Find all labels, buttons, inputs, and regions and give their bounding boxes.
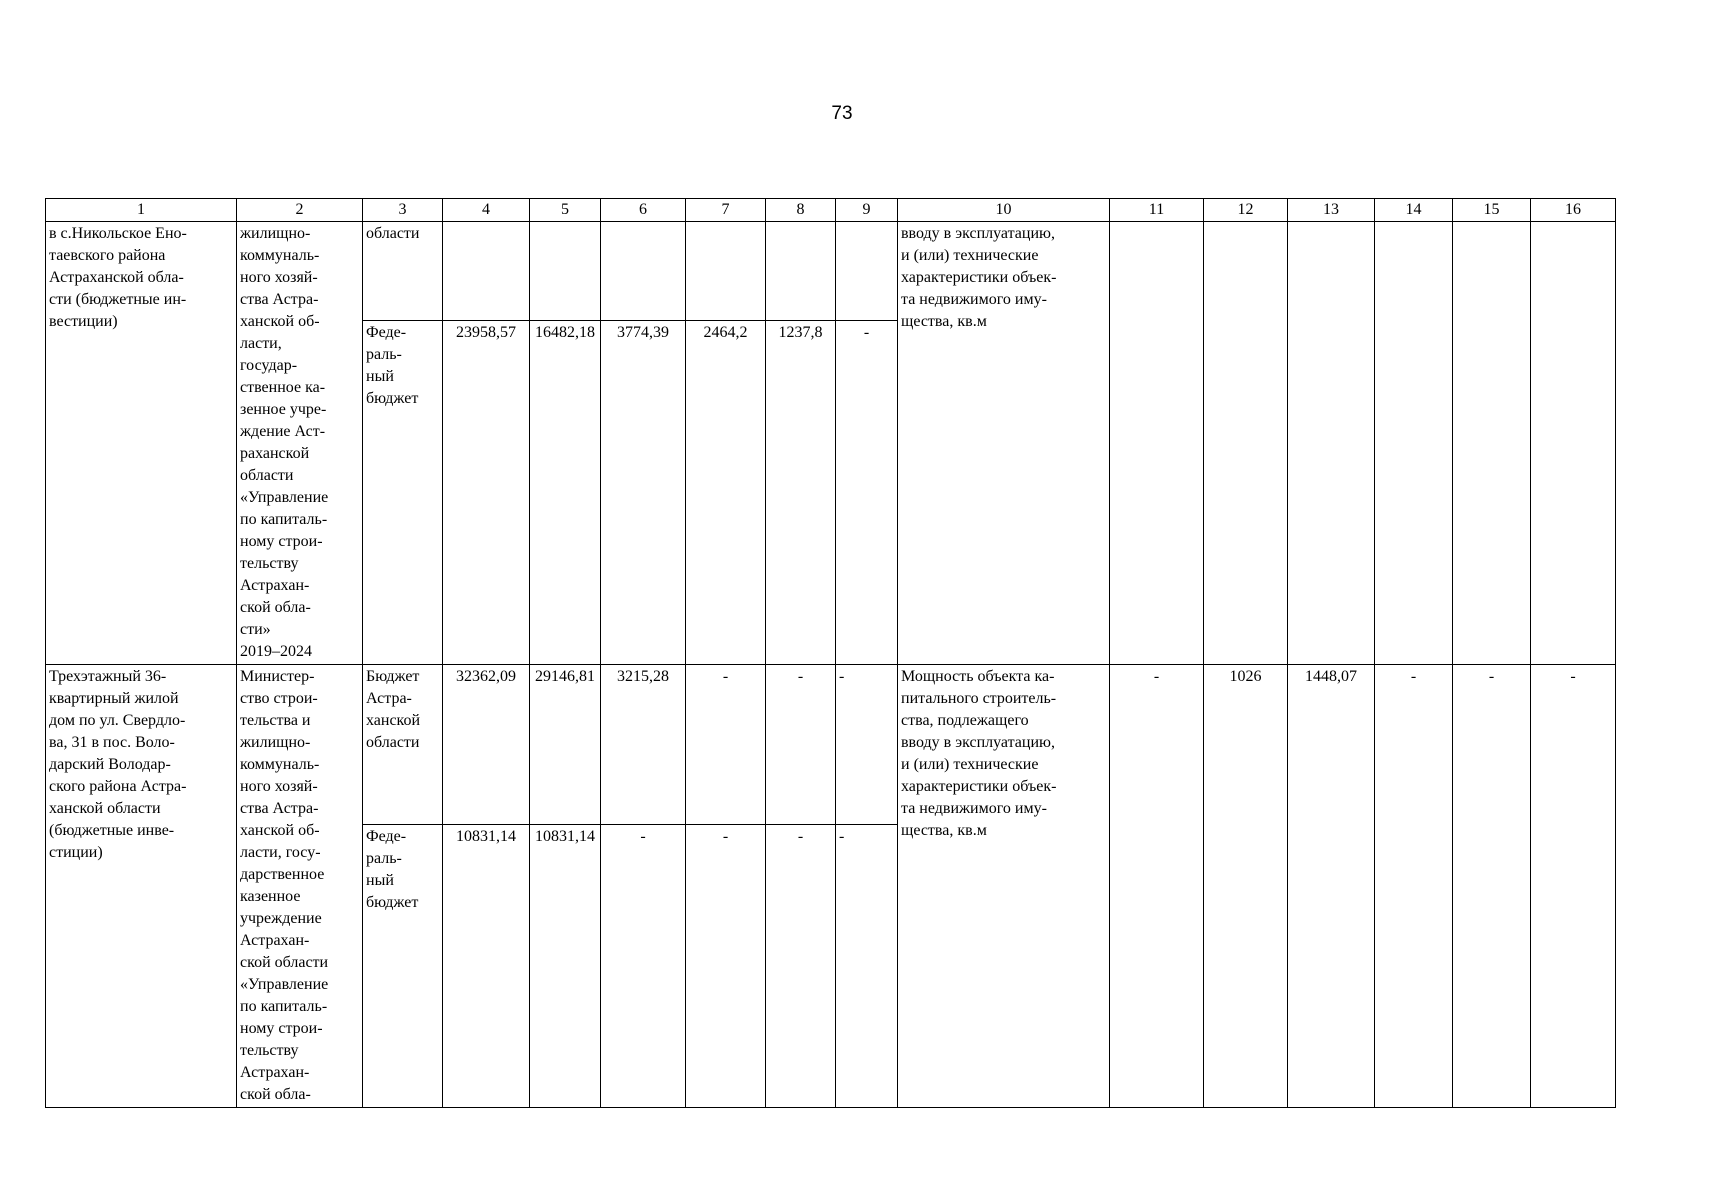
capacity-description-cell: вводу в эксплуатацию, и (или) технические характеристики объек- та недвижимого иму- щества, кв.м xyxy=(898,222,1110,665)
value-cell: - xyxy=(1531,665,1616,1108)
value-cell: - xyxy=(1453,665,1531,1108)
column-number-header: 10 xyxy=(898,199,1110,222)
value-cell: - xyxy=(1375,665,1453,1108)
value-cell: - xyxy=(1110,665,1204,1108)
value-cell xyxy=(530,222,601,321)
column-number-header: 9 xyxy=(836,199,898,222)
value-cell: - xyxy=(766,825,836,1108)
investment-table xyxy=(45,198,1616,1108)
value-cell: - xyxy=(686,825,766,1108)
value-cell: 10831,14 xyxy=(443,825,530,1108)
column-number-header: 14 xyxy=(1375,199,1453,222)
responsible-cell: Министер- ство строи- тельства и жилищно- коммуналь- ного хозяй- ства Астра- ханской об- ласти, госу- дарственное казенное учреждение Астрахан- ской области «Управление по капиталь- ному строи- тельству Астрахан- ской обла- xyxy=(237,665,363,1108)
column-number-header: 15 xyxy=(1453,199,1531,222)
value-cell: - xyxy=(836,665,898,825)
column-number-header: 8 xyxy=(766,199,836,222)
capacity-description-cell: Мощность объекта ка- питального строитель- ства, подлежащего вводу в эксплуатацию, и (или) технические характеристики объек- та недвижимого иму- щества, кв.м xyxy=(898,665,1110,1108)
value-cell xyxy=(766,222,836,321)
value-cell: 1026 xyxy=(1204,665,1288,1108)
funding-source-cell: Бюджет Астра- ханской области xyxy=(363,665,443,825)
value-cell: - xyxy=(766,665,836,825)
value-cell: 10831,14 xyxy=(530,825,601,1108)
value-cell: - xyxy=(601,825,686,1108)
funding-source-cell: Феде- раль- ный бюджет xyxy=(363,825,443,1108)
table-row xyxy=(46,665,1616,825)
value-cell xyxy=(686,222,766,321)
value-cell xyxy=(1288,222,1375,665)
column-number-header: 7 xyxy=(686,199,766,222)
responsible-cell: жилищно- коммуналь- ного хозяй- ства Астра- ханской об- ласти, государ- ственное ка- зенное учре- ждение Аст- раханской области «Управление по капиталь- ному строи- тельству Астрахан- ской обла- сти» 2019–2024 xyxy=(237,222,363,665)
value-cell: 29146,81 xyxy=(530,665,601,825)
object-name-cell: в с.Никольское Ено- таевского района Астраханской обла- сти (бюджетные ин- вестиции) xyxy=(46,222,237,665)
value-cell: 1448,07 xyxy=(1288,665,1375,1108)
column-number-header: 1 xyxy=(46,199,237,222)
funding-source-cell: Феде- раль- ный бюджет xyxy=(363,320,443,664)
object-name-cell: Трехэтажный 36- квартирный жилой дом по ул. Свердло- ва, 31 в пос. Воло- дарский Володар- ского района Астра- ханской области (бюджетные инве- стиции) xyxy=(46,665,237,1108)
column-number-header: 2 xyxy=(237,199,363,222)
value-cell xyxy=(1375,222,1453,665)
value-cell xyxy=(1204,222,1288,665)
value-cell xyxy=(1531,222,1616,665)
column-number-header: 12 xyxy=(1204,199,1288,222)
column-number-header: 3 xyxy=(363,199,443,222)
value-cell: 1237,8 xyxy=(766,320,836,664)
value-cell: 2464,2 xyxy=(686,320,766,664)
value-cell: - xyxy=(836,825,898,1108)
value-cell: - xyxy=(686,665,766,825)
value-cell xyxy=(836,222,898,321)
funding-source-cell: области xyxy=(363,222,443,321)
column-number-header: 11 xyxy=(1110,199,1204,222)
value-cell: 32362,09 xyxy=(443,665,530,825)
column-number-header: 5 xyxy=(530,199,601,222)
header-row xyxy=(46,199,1616,222)
value-cell: 3215,28 xyxy=(601,665,686,825)
page-number: 73 xyxy=(831,103,853,124)
value-cell: - xyxy=(836,320,898,664)
column-number-header: 4 xyxy=(443,199,530,222)
value-cell xyxy=(601,222,686,321)
value-cell: 16482,18 xyxy=(530,320,601,664)
column-number-header: 6 xyxy=(601,199,686,222)
column-number-header: 16 xyxy=(1531,199,1616,222)
value-cell xyxy=(443,222,530,321)
value-cell xyxy=(1453,222,1531,665)
value-cell: 23958,57 xyxy=(443,320,530,664)
value-cell: 3774,39 xyxy=(601,320,686,664)
table-row xyxy=(46,222,1616,321)
column-number-header: 13 xyxy=(1288,199,1375,222)
value-cell xyxy=(1110,222,1204,665)
